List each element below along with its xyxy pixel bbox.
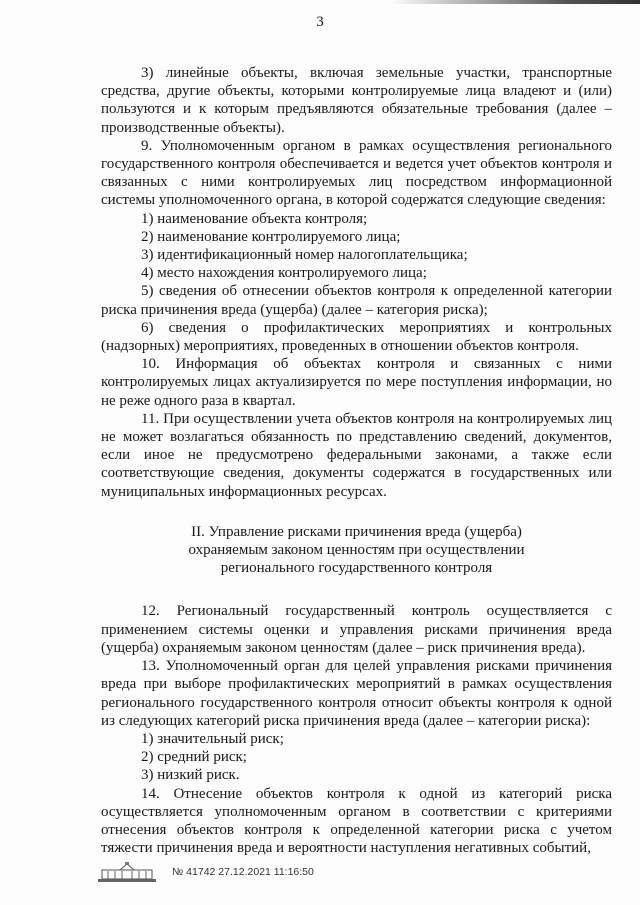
list-item: 1) значительный риск; bbox=[141, 730, 284, 747]
page-number: 3 bbox=[316, 14, 324, 30]
paragraph: 14. Отнесение объектов контроля к одной из категорий риска осуществляется уполномоченным органом в соответствии с критериями отнесения объектов контроля к определенной категории риска с учетом тяжести причинения вреда и вероятности наступления негативных событий, bbox=[101, 785, 612, 857]
scan-edge-artifact bbox=[390, 0, 640, 4]
building-stamp-icon bbox=[96, 862, 158, 884]
paragraph: 9. Уполномоченным органом в рамках осуществления регионального государственного контроля обеспечивается и ведется учет объектов контроля и связанных с ними контролируемых лиц посредством информационной системы уполномоченного органа, в которой содержатся следующие сведения: bbox=[101, 137, 612, 209]
list-item: 4) место нахождения контролируемого лица; bbox=[141, 265, 427, 282]
paragraph: 3) линейные объекты, включая земельные участки, транспортные средства, другие объекты, которыми контролируемые лица владеют и (или) пользуются и к которым предъявляются обязательные требования (далее – производственные объекты). bbox=[101, 65, 612, 136]
paragraph: 10. Информация об объектах контроля и связанных с ними контролируемых лицах актуализируется по мере поступления информации, но не реже одного раза в квартал. bbox=[101, 356, 612, 409]
paragraph: 6) сведения о профилактических мероприятиях и контрольных (надзорных) мероприятиях, проведенных в отношении объектов контроля. bbox=[101, 319, 612, 355]
section-title-line: охраняемым законом ценностям при осуществлении bbox=[188, 542, 525, 559]
list-item: 2) средний риск; bbox=[141, 749, 247, 766]
paragraph: 11. При осуществлении учета объектов контроля на контролируемых лиц не может возлагаться обязанность по представлению сведений, документов, если иное не предусмотрено федеральными законами, а также если соответствующие сведения, документы содержатся в государственных или муниципальных информационных ресурсах. bbox=[101, 410, 612, 500]
paragraph-group-1 bbox=[101, 64, 612, 501]
document-body bbox=[101, 64, 612, 857]
paragraph: 5) сведения об отнесении объектов контроля к определенной категории риска причинения вреда (ущерба) (далее – категория риска); bbox=[101, 283, 612, 318]
list-item: 3) идентификационный номер налогоплательщика; bbox=[141, 247, 468, 264]
section-title-line: регионального государственного контроля bbox=[220, 560, 493, 577]
paragraph: 12. Региональный государственный контроль осуществляется с применением системы оценки и управления рисками причинения вреда (ущерба) охраняемым законом ценностям (далее – риск причинения вреда). bbox=[101, 603, 612, 656]
section-title bbox=[101, 523, 612, 578]
document-registration-meta: № 41742 27.12.2021 11:16:50 bbox=[172, 866, 314, 878]
list-item: 1) наименование объекта контроля; bbox=[141, 210, 368, 227]
list-item: 2) наименование контролируемого лица; bbox=[141, 228, 401, 245]
list-item: 3) низкий риск. bbox=[141, 767, 240, 784]
paragraph: 13. Уполномоченный орган для целей управления рисками причинения вреда при выборе профилактических мероприятий в рамках осуществления регионального государственного контроля относит объекты контроля к одной из следующих категорий риска причинения вреда (далее – категории риска): bbox=[101, 658, 612, 729]
paragraph-group-2 bbox=[101, 602, 612, 857]
document-footer bbox=[96, 862, 314, 884]
section-title-line: II. Управление рисками причинения вреда (ущерба) bbox=[191, 523, 522, 540]
